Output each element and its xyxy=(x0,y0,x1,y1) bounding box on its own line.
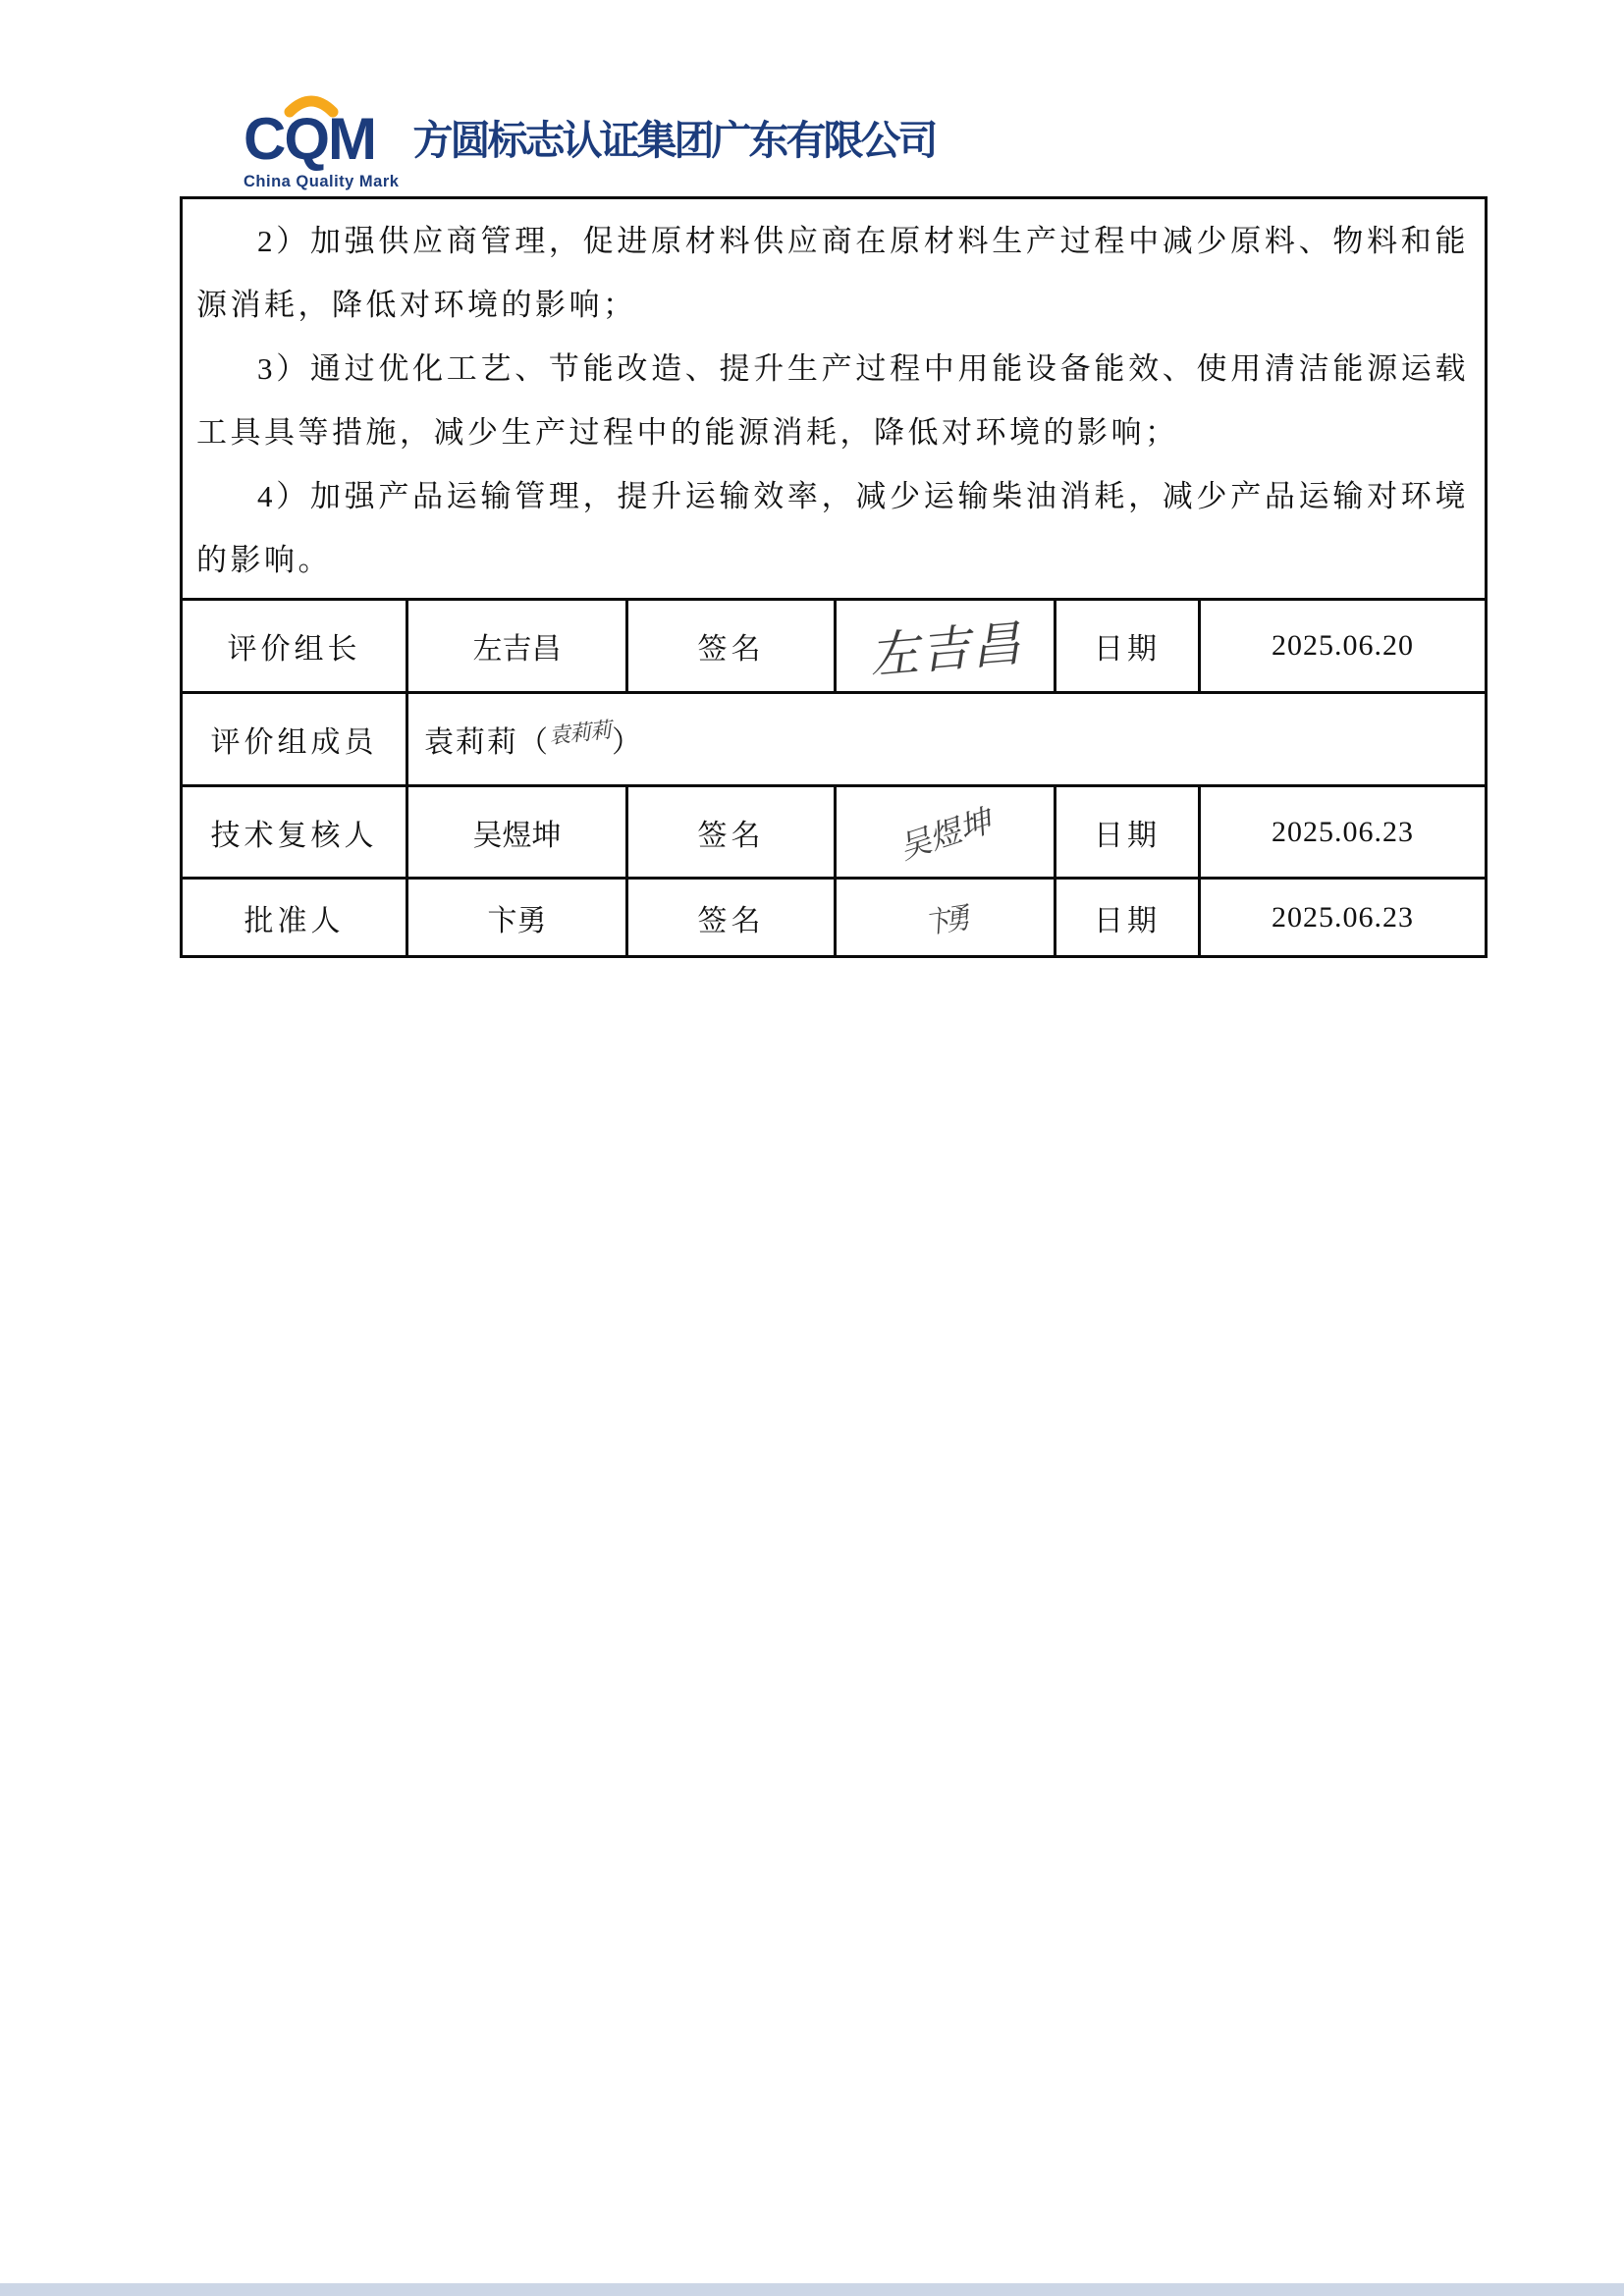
leader-date-label: 日期 xyxy=(1056,600,1200,693)
company-logo xyxy=(244,90,935,191)
member-paren-close: ） xyxy=(612,726,644,759)
member-paren-open: （ xyxy=(518,726,550,759)
member-name: 袁莉莉 xyxy=(424,726,518,759)
page-bottom-edge xyxy=(0,2283,1624,2296)
paragraph-item-4: 4）加强产品运输管理，提升运输效率，减少运输柴油消耗，减少产品运输对环境的影响。 xyxy=(196,479,1469,577)
report-signoff-table xyxy=(180,196,1488,958)
reviewer-date-label: 日期 xyxy=(1056,786,1200,879)
member-handwritten-signature: 袁莉莉 xyxy=(547,718,613,750)
reviewer-role-label: 技术复核人 xyxy=(182,786,407,879)
reviewer-sign-label: 签名 xyxy=(627,786,836,879)
leader-signature-cell xyxy=(836,600,1056,693)
leader-handwritten-signature: 左吉昌 xyxy=(866,614,1025,685)
reviewer-handwritten-signature: 吴煜坤 xyxy=(894,801,997,867)
approver-sign-label: 签名 xyxy=(627,879,836,957)
company-name-title: 方圆标志认证集团广东有限公司 xyxy=(412,118,936,163)
approver-handwritten-signature: 卞勇 xyxy=(922,900,969,941)
member-role-label: 评价组成员 xyxy=(182,693,407,786)
paragraphs-row xyxy=(182,198,1487,600)
table-row-member xyxy=(182,693,1487,786)
leader-name: 左吉昌 xyxy=(407,600,627,693)
reviewer-signature-cell xyxy=(836,786,1056,879)
paragraph-item-3: 3）通过优化工艺、节能改造、提升生产过程中用能设备能效、使用清洁能源运载工具具等措施，减少生产过程中的能源消耗，降低对环境的影响； xyxy=(196,351,1469,450)
approver-name: 卞勇 xyxy=(407,879,627,957)
approver-date-value: 2025.06.23 xyxy=(1200,879,1487,957)
reviewer-name: 吴煜坤 xyxy=(407,786,627,879)
paragraphs-cell xyxy=(182,198,1487,600)
approver-date-label: 日期 xyxy=(1056,879,1200,957)
leader-role-label: 评价组长 xyxy=(182,600,407,693)
member-name-cell xyxy=(407,693,1487,786)
table-row-approver xyxy=(182,879,1487,957)
leader-sign-label: 签名 xyxy=(627,600,836,693)
approver-role-label: 批准人 xyxy=(182,879,407,957)
table-row-leader xyxy=(182,600,1487,693)
cqm-logo-mark xyxy=(244,90,399,191)
reviewer-date-value: 2025.06.23 xyxy=(1200,786,1487,879)
approver-signature-cell xyxy=(836,879,1056,957)
logo-arc-icon xyxy=(283,88,340,118)
paragraph-item-2: 2）加强供应商管理，促进原材料供应商在原材料生产过程中减少原料、物料和能源消耗，降低对环境的影响； xyxy=(196,224,1469,322)
leader-date-value: 2025.06.20 xyxy=(1200,600,1487,693)
table-row-reviewer xyxy=(182,786,1487,879)
logo-acronym: CQM xyxy=(244,106,375,172)
logo-tagline: China Quality Mark xyxy=(244,173,400,190)
